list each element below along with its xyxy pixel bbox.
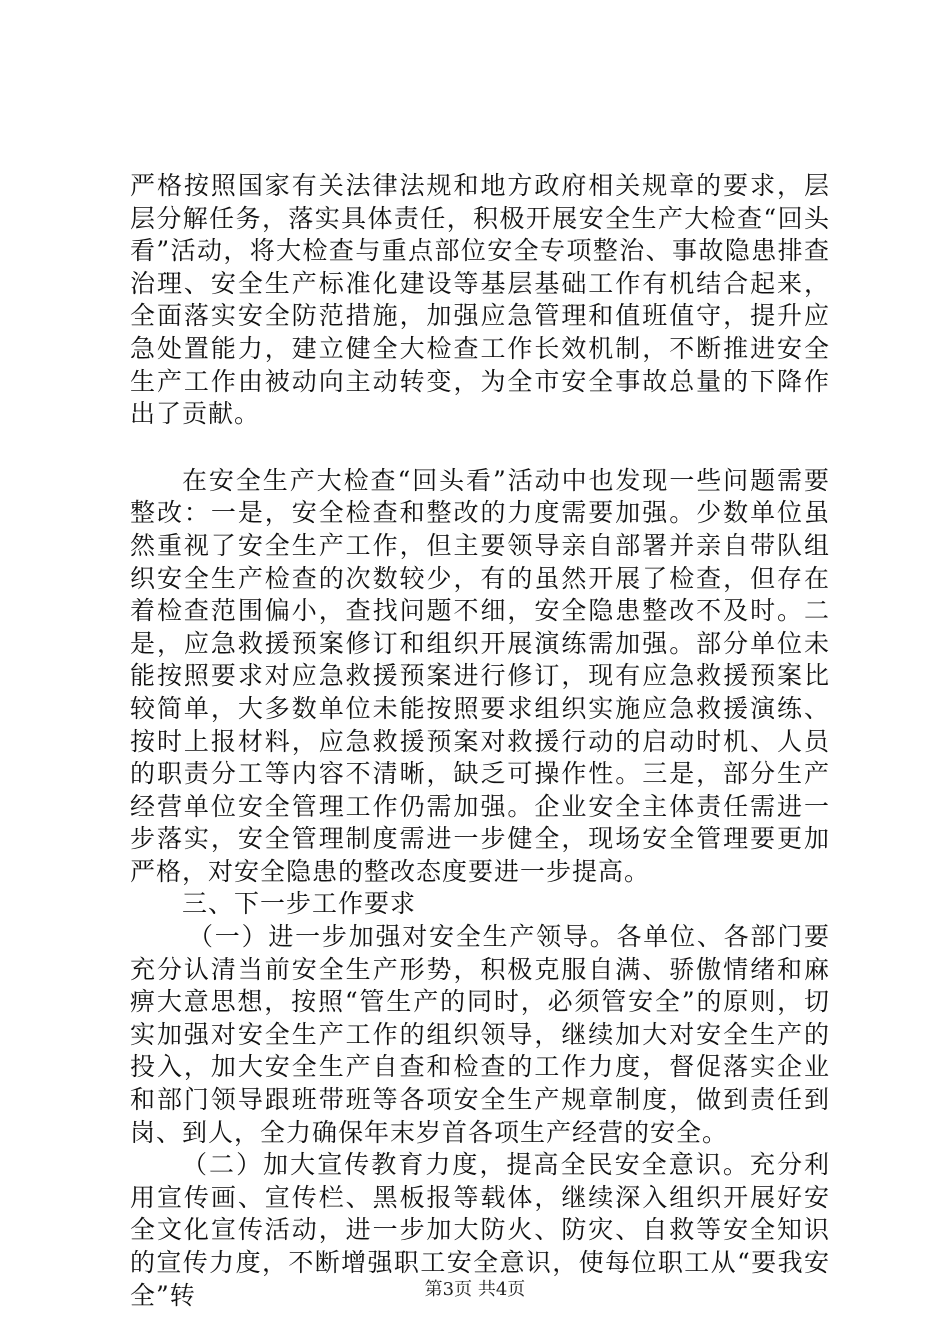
paragraph-issues: 在安全生产大检查“回头看”活动中也发现一些问题需要整改：一是，安全检查和整改的力度需要加强。少数单位虽然重视了安全生产工作，但主要领导亲自部署并亲自带队组织安全生产检查的次数较少，有的虽然开展了检查，但存在着检查范围偏小，查找问题不细，安全隐患整改不及时。二是，应急救援预案修订和组织开展演练需加强。部分单位未能按照要求对应急救援预案进行修订，现有应急救援预案比较简单，大多数单位未能按照要求组织实施应急救援演练、按时上报材料，应急救援预案对救援行动的启动时机、人员的职责分工等内容不清晰，缺乏可操作性。三是，部分生产经营单位安全管理工作仍需加强。企业安全主体责任需进一步落实，安全管理制度需进一步健全，现场安全管理要更加严格，对安全隐患的整改态度要进一步提高。 (130, 465, 830, 886)
section-heading: 三、下一步工作要求 (182, 889, 417, 919)
paragraph-requirement-1: （一）进一步加强对安全生产领导。各单位、各部门要充分认清当前安全生产形势，积极克服自满、骄傲情绪和麻痹大意思想，按照“管生产的同时，必须管安全”的原则，切实加强对安全生产工作的组织领导，继续加大对安全生产的投入，加大安全生产自查和检查的工作力度，督促落实企业和部门领导跟班带班等各项安全生产规章制度，做到责任到岗、到人，全力确保年末岁首各项生产经营的安全。 (130, 922, 830, 1147)
paragraph-requirement-2: （二）加大宣传教育力度，提高全民安全意识。充分利用宣传画、宣传栏、黑板报等载体，继续深入组织开展好安全文化宣传活动，进一步加大防火、防灾、自救等安全知识的宣传力度，不断增强职工安全意识，使每位职工从“要我安全”转 (130, 1150, 830, 1310)
document-body (130, 170, 830, 1312)
paragraph-continuation: 严格按照国家有关法律法规和地方政府相关规章的要求，层层分解任务，落实具体责任，积极开展安全生产大检查“回头看”活动，将大检查与重点部位安全专项整治、事故隐患排查治理、安全生产标准化建设等基层基础工作有机结合起来，全面落实安全防范措施，加强应急管理和值班值守，提升应急处置能力，建立健全大检查工作长效机制，不断推进安全生产工作由被动向主动转变，为全市安全事故总量的下降作出了贡献。 (130, 171, 830, 429)
page-footer: 第3页 共4页 (424, 1279, 526, 1300)
